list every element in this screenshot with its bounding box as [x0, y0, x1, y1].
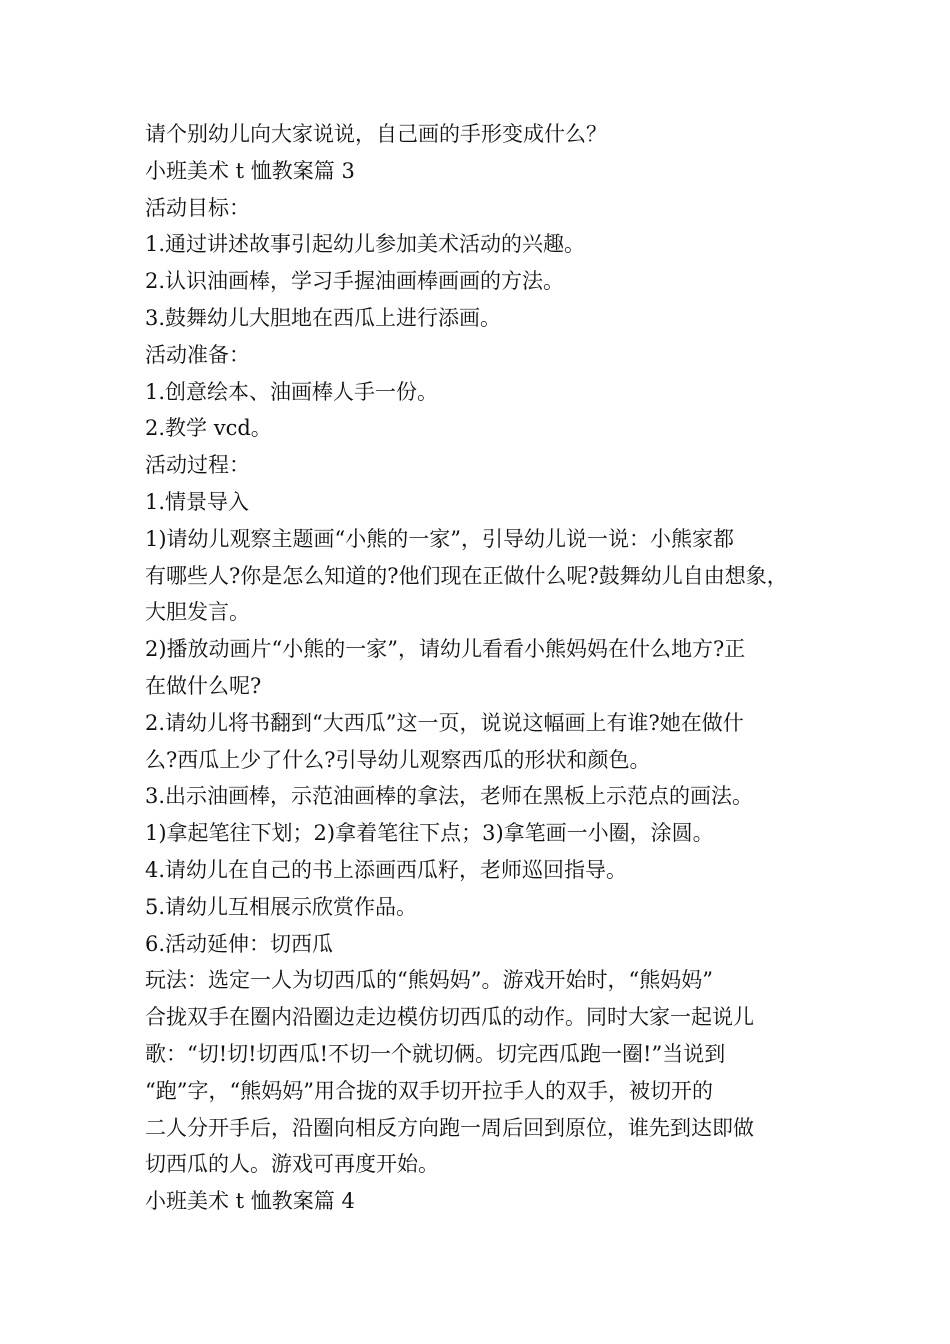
section-heading: 小班美术 t 恤教案篇 3 — [145, 158, 355, 183]
list-item: 1.创意绘本、油画棒人手一份。 — [145, 379, 439, 404]
list-item: 3.鼓舞幼儿大胆地在西瓜上进行添画。 — [145, 305, 502, 330]
section-heading: 小班美术 t 恤教案篇 4 — [145, 1189, 355, 1214]
paragraph-line: 二人分开手后，沿圈向相反方向跑一周后回到原位，谁先到达即做 — [145, 1115, 754, 1140]
paragraph-line: 请个别幼儿向大家说说，自己画的手形变成什么？ — [145, 122, 607, 146]
subheading-process: 活动过程： — [145, 453, 250, 478]
list-item: 1)拿起笔往下划；2)拿着笔往下点；3)拿笔画一小圈，涂圆。 — [145, 821, 714, 846]
list-item: 1.情景导入 — [145, 489, 250, 514]
subheading-preparation: 活动准备： — [145, 342, 250, 367]
paragraph-line: 1)请幼儿观察主题画“小熊的一家”，引导幼儿说一说：小熊家都 — [145, 526, 735, 551]
paragraph-line: 2)播放动画片“小熊的一家”，请幼儿看看小熊妈妈在什么地方?正 — [145, 637, 746, 662]
list-item: 1.通过讲述故事引起幼儿参加美术活动的兴趣。 — [145, 232, 586, 257]
subheading-goals: 活动目标： — [145, 195, 250, 220]
list-item: 2.认识油画棒，学习手握油画棒画画的方法。 — [145, 269, 565, 294]
paragraph-line: 合拢双手在圈内沿圈边走边模仿切西瓜的动作。同时大家一起说儿 — [145, 1005, 754, 1030]
document-body — [145, 116, 815, 1220]
list-item: 6.活动延伸：切西瓜 — [145, 931, 334, 956]
paragraph-line: 大胆发言。 — [145, 600, 250, 625]
paragraph-line: 有哪些人?你是怎么知道的?他们现在正做什么呢?鼓舞幼儿自由想象， — [145, 563, 788, 588]
paragraph-line: 在做什么呢? — [145, 673, 262, 698]
paragraph-line: 2.请幼儿将书翻到“大西瓜”这一页，说说这幅画上有谁?她在做什 — [145, 710, 744, 735]
paragraph-line: “跑”字，“熊妈妈”用合拢的双手切开拉手人的双手，被切开的 — [145, 1078, 713, 1103]
paragraph-line: 么?西瓜上少了什么?引导幼儿观察西瓜的形状和颜色。 — [145, 747, 651, 772]
list-item: 2.教学 vcd。 — [145, 416, 272, 441]
list-item: 4.请幼儿在自己的书上添画西瓜籽，老师巡回指导。 — [145, 857, 628, 882]
paragraph-line: 玩法：选定一人为切西瓜的“熊妈妈”。游戏开始时，“熊妈妈” — [145, 968, 713, 993]
list-item: 5.请幼儿互相展示欣赏作品。 — [145, 894, 418, 919]
list-item: 3.出示油画棒，示范油画棒的拿法，老师在黑板上示范点的画法。 — [145, 784, 754, 809]
paragraph-line: 歌：“切!切!切西瓜!不切一个就切俩。切完西瓜跑一圈!”当说到 — [145, 1041, 726, 1066]
paragraph-line: 切西瓜的人。游戏可再度开始。 — [145, 1152, 439, 1177]
